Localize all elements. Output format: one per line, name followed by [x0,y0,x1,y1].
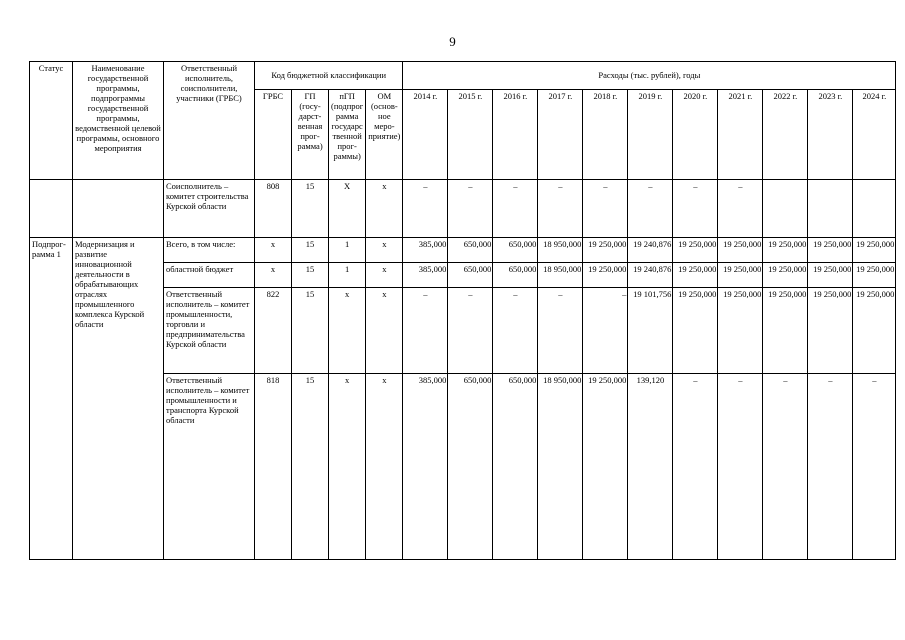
row-value: 650,000 [493,238,538,263]
row-pgp: х [329,374,366,560]
row-value: 650,000 [493,374,538,560]
row-value: 19 250,000 [673,288,718,374]
row-om: х [366,238,403,263]
row-value: 19 250,000 [583,374,628,560]
header-year: 2016 г. [493,90,538,180]
header-year: 2022 г. [763,90,808,180]
row-pgp: 1 [329,263,366,288]
row-value: 19 240,876 [628,238,673,263]
row-value: 19 250,000 [808,288,853,374]
row-value: – [448,288,493,374]
subprogram-status: Подпрог-рамма 1 [30,238,73,560]
table-row [30,238,896,263]
row-pgp: 1 [329,238,366,263]
row-gp: 15 [292,238,329,263]
row-grbs: 808 [255,180,292,238]
header-budget-code: Код бюджетной классификации [255,62,403,90]
row-value: 19 250,000 [853,238,896,263]
row-value: 19 250,000 [853,288,896,374]
row-status [30,180,73,238]
row-value: 19 250,000 [853,263,896,288]
header-responsible: Ответственный исполнитель, соисполнители, участники (ГРБС) [164,62,255,180]
row-value: 650,000 [448,238,493,263]
row-value: 18 950,000 [538,374,583,560]
row-value: 385,000 [403,238,448,263]
row-value [808,180,853,238]
row-value: 18 950,000 [538,263,583,288]
row-value: 19 250,000 [673,238,718,263]
row-value [853,180,896,238]
row-pgp: Х [329,180,366,238]
budget-table [29,61,896,560]
row-value: 19 101,756 [628,288,673,374]
row-om: х [366,263,403,288]
row-grbs: 818 [255,374,292,560]
row-value: 650,000 [448,263,493,288]
row-value: 19 240,876 [628,263,673,288]
row-value [763,180,808,238]
row-om: х [366,180,403,238]
header-status: Статус [30,62,73,180]
row-value: – [538,180,583,238]
row-value: – [763,374,808,560]
header-year: 2021 г. [718,90,763,180]
row-value: 650,000 [493,263,538,288]
header-pgp: пГП (подпрог рамма государс твенной прог-раммы) [329,90,366,180]
header-year: 2015 г. [448,90,493,180]
row-value: – [718,180,763,238]
header-year: 2018 г. [583,90,628,180]
row-value: – [673,374,718,560]
header-name: Наименование государственной программы, подпрограммы государственной программы, ведомственной целевой программы, основного мероприятия [73,62,164,180]
table-row [30,180,896,238]
row-value: – [403,288,448,374]
header-gp: ГП (госу-дарст-венная прог-рамма) [292,90,329,180]
row-value: – [403,180,448,238]
row-gp: 15 [292,180,329,238]
row-responsible: областной бюджет [164,263,255,288]
row-value: 19 250,000 [808,238,853,263]
row-value: 19 250,000 [673,263,718,288]
row-value: 139,120 [628,374,673,560]
row-responsible: Соисполнитель – комитет строительства Курской области [164,180,255,238]
row-value: 385,000 [403,263,448,288]
row-value: 18 950,000 [538,238,583,263]
subprogram-name: Модернизация и развитие инновационной деятельности в обрабатывающих отраслях промышленного комплекса Курской области [73,238,164,560]
row-value: 19 250,000 [583,263,628,288]
row-value: 19 250,000 [763,288,808,374]
row-pgp: х [329,288,366,374]
header-year: 2019 г. [628,90,673,180]
row-gp: 15 [292,374,329,560]
header-year: 2017 г. [538,90,583,180]
row-value: 19 250,000 [763,238,808,263]
row-value: 19 250,000 [808,263,853,288]
header-year: 2020 г. [673,90,718,180]
row-value: 19 250,000 [718,238,763,263]
row-gp: 15 [292,263,329,288]
row-value: 19 250,000 [718,288,763,374]
page-number: 9 [449,34,456,49]
row-value: 19 250,000 [763,263,808,288]
row-value: – [808,374,853,560]
row-value: – [628,180,673,238]
row-value: 650,000 [448,374,493,560]
row-responsible: Ответственный исполнитель – комитет промышленности и транспорта Курской области [164,374,255,560]
row-value: – [493,288,538,374]
header-year: 2023 г. [808,90,853,180]
row-name [73,180,164,238]
header-grbs: ГРБС [255,90,292,180]
row-value: – [853,374,896,560]
row-value: – [493,180,538,238]
header-expenses: Расходы (тыс. рублей), годы [403,62,896,90]
row-value: – [673,180,718,238]
row-value: 19 250,000 [583,238,628,263]
row-grbs: х [255,263,292,288]
row-value: – [538,288,583,374]
row-value: – [583,180,628,238]
row-value: 385,000 [403,374,448,560]
header-year: 2014 г. [403,90,448,180]
row-value: 19 250,000 [718,263,763,288]
row-responsible: Ответственный исполнитель – комитет промышленности, торговли и предпринимательства Курской области [164,288,255,374]
row-value: – [718,374,763,560]
row-grbs: 822 [255,288,292,374]
row-om: х [366,374,403,560]
header-year: 2024 г. [853,90,896,180]
row-grbs: х [255,238,292,263]
row-value: – [448,180,493,238]
header-om: ОМ (основ-ное меро-приятие) [366,90,403,180]
row-responsible: Всего, в том числе: [164,238,255,263]
row-om: х [366,288,403,374]
row-value: – [583,288,628,374]
row-gp: 15 [292,288,329,374]
